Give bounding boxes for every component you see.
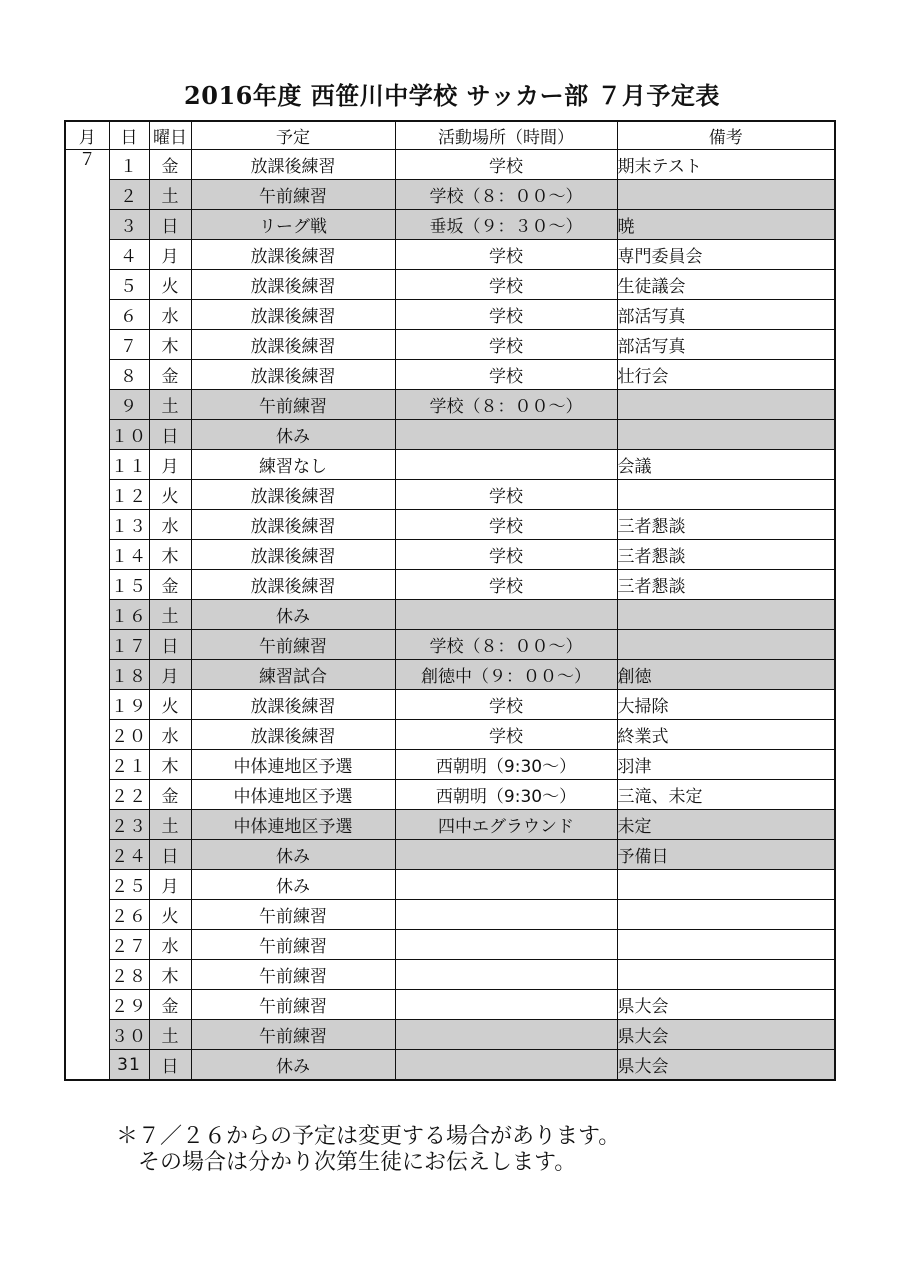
table-row <box>65 750 835 780</box>
weekday-cell: 火 <box>149 270 191 300</box>
day-cell: ７ <box>109 330 149 360</box>
note-cell: 部活写真 <box>617 330 835 360</box>
note-cell: 県大会 <box>617 1050 835 1081</box>
day-cell: ２５ <box>109 870 149 900</box>
place-cell <box>395 990 617 1020</box>
weekday-cell: 土 <box>149 810 191 840</box>
weekday-cell: 日 <box>149 420 191 450</box>
schedule-table <box>64 120 836 1081</box>
table-row <box>65 540 835 570</box>
place-cell <box>395 870 617 900</box>
plan-cell: 午前練習 <box>191 390 395 420</box>
footnote <box>116 1124 620 1176</box>
table-row <box>65 450 835 480</box>
table-row <box>65 810 835 840</box>
day-cell: ２７ <box>109 930 149 960</box>
weekday-cell: 日 <box>149 840 191 870</box>
table-row <box>65 600 835 630</box>
plan-cell: 放課後練習 <box>191 480 395 510</box>
day-cell: ２９ <box>109 990 149 1020</box>
table-row <box>65 660 835 690</box>
footnote-line-1: ＊７／２６からの予定は変更する場合があります。 <box>116 1124 621 1149</box>
table-row <box>65 780 835 810</box>
table-row <box>65 840 835 870</box>
plan-cell: 中体連地区予選 <box>191 750 395 780</box>
place-cell: 学校 <box>395 690 617 720</box>
note-cell <box>617 600 835 630</box>
plan-cell: 休み <box>191 420 395 450</box>
place-cell: 学校（８：００～） <box>395 180 617 210</box>
weekday-cell: 水 <box>149 300 191 330</box>
note-cell: 予備日 <box>617 840 835 870</box>
note-cell: 会議 <box>617 450 835 480</box>
header-place: 活動場所（時間） <box>395 121 617 150</box>
plan-cell: 放課後練習 <box>191 690 395 720</box>
table-row <box>65 150 835 180</box>
header-note: 備考 <box>617 121 835 150</box>
note-cell: 部活写真 <box>617 300 835 330</box>
table-row <box>65 480 835 510</box>
table-row <box>65 210 835 240</box>
table-row <box>65 870 835 900</box>
plan-cell: 放課後練習 <box>191 720 395 750</box>
place-cell <box>395 600 617 630</box>
note-cell: 三者懇談 <box>617 570 835 600</box>
place-cell <box>395 960 617 990</box>
day-cell: １９ <box>109 690 149 720</box>
footnote-line-2: その場合は分かり次第生徒にお伝えします。 <box>138 1150 577 1175</box>
table-row <box>65 1020 835 1050</box>
day-cell: １６ <box>109 600 149 630</box>
place-cell <box>395 420 617 450</box>
weekday-cell: 日 <box>149 210 191 240</box>
day-cell: １２ <box>109 480 149 510</box>
day-cell: ２ <box>109 180 149 210</box>
weekday-cell: 水 <box>149 720 191 750</box>
day-cell: １０ <box>109 420 149 450</box>
day-cell: １３ <box>109 510 149 540</box>
place-cell <box>395 1020 617 1050</box>
schedule-body <box>65 150 835 1081</box>
weekday-cell: 水 <box>149 930 191 960</box>
plan-cell: 休み <box>191 1050 395 1081</box>
weekday-cell: 金 <box>149 990 191 1020</box>
plan-cell: リーグ戦 <box>191 210 395 240</box>
plan-cell: 午前練習 <box>191 960 395 990</box>
day-cell: ２０ <box>109 720 149 750</box>
note-cell: 三者懇談 <box>617 540 835 570</box>
table-row <box>65 300 835 330</box>
place-cell: 創徳中（９：００～） <box>395 660 617 690</box>
place-cell <box>395 1050 617 1081</box>
table-row <box>65 420 835 450</box>
note-cell: 三者懇談 <box>617 510 835 540</box>
header-row <box>65 121 835 150</box>
note-cell: 期末テスト <box>617 150 835 180</box>
day-cell: ２４ <box>109 840 149 870</box>
note-cell <box>617 480 835 510</box>
weekday-cell: 月 <box>149 660 191 690</box>
place-cell: 学校 <box>395 540 617 570</box>
plan-cell: 練習試合 <box>191 660 395 690</box>
weekday-cell: 土 <box>149 180 191 210</box>
place-cell <box>395 930 617 960</box>
weekday-cell: 土 <box>149 1020 191 1050</box>
weekday-cell: 木 <box>149 330 191 360</box>
weekday-cell: 日 <box>149 1050 191 1081</box>
day-cell: ４ <box>109 240 149 270</box>
weekday-cell: 木 <box>149 750 191 780</box>
weekday-cell: 木 <box>149 960 191 990</box>
day-cell: ２６ <box>109 900 149 930</box>
note-cell: 大掃除 <box>617 690 835 720</box>
place-cell: 学校 <box>395 510 617 540</box>
table-row <box>65 630 835 660</box>
table-row <box>65 1050 835 1081</box>
note-cell <box>617 900 835 930</box>
table-row <box>65 270 835 300</box>
plan-cell: 午前練習 <box>191 930 395 960</box>
weekday-cell: 土 <box>149 390 191 420</box>
note-cell <box>617 180 835 210</box>
table-row <box>65 990 835 1020</box>
plan-cell: 午前練習 <box>191 990 395 1020</box>
day-cell: ２３ <box>109 810 149 840</box>
header-day: 日 <box>109 121 149 150</box>
place-cell: 学校 <box>395 270 617 300</box>
note-cell: 壮行会 <box>617 360 835 390</box>
plan-cell: 放課後練習 <box>191 240 395 270</box>
day-cell: ８ <box>109 360 149 390</box>
place-cell: 学校 <box>395 150 617 180</box>
day-cell: ６ <box>109 300 149 330</box>
page-title: 2016年度 西笹川中学校 サッカー部 ７月予定表 <box>184 81 720 110</box>
place-cell: 学校（８：００～） <box>395 390 617 420</box>
header-plan: 予定 <box>191 121 395 150</box>
table-row <box>65 330 835 360</box>
weekday-cell: 水 <box>149 510 191 540</box>
weekday-cell: 火 <box>149 690 191 720</box>
note-cell: 専門委員会 <box>617 240 835 270</box>
table-row <box>65 930 835 960</box>
plan-cell: 午前練習 <box>191 900 395 930</box>
note-cell <box>617 930 835 960</box>
note-cell: 暁 <box>617 210 835 240</box>
day-cell: １ <box>109 150 149 180</box>
note-cell: 三滝、未定 <box>617 780 835 810</box>
table-row <box>65 720 835 750</box>
day-cell: 31 <box>109 1050 149 1081</box>
day-cell: １１ <box>109 450 149 480</box>
place-cell <box>395 450 617 480</box>
place-cell: 西朝明（9:30～） <box>395 750 617 780</box>
weekday-cell: 金 <box>149 360 191 390</box>
place-cell <box>395 840 617 870</box>
note-cell: 創徳 <box>617 660 835 690</box>
weekday-cell: 火 <box>149 480 191 510</box>
table-row <box>65 390 835 420</box>
note-cell <box>617 630 835 660</box>
plan-cell: 放課後練習 <box>191 570 395 600</box>
plan-cell: 中体連地区予選 <box>191 780 395 810</box>
plan-cell: 休み <box>191 870 395 900</box>
place-cell: 学校 <box>395 240 617 270</box>
place-cell: 学校 <box>395 360 617 390</box>
plan-cell: 中体連地区予選 <box>191 810 395 840</box>
table-row <box>65 900 835 930</box>
plan-cell: 休み <box>191 600 395 630</box>
note-cell: 羽津 <box>617 750 835 780</box>
weekday-cell: 金 <box>149 570 191 600</box>
table-row <box>65 180 835 210</box>
day-cell: １４ <box>109 540 149 570</box>
weekday-cell: 日 <box>149 630 191 660</box>
weekday-cell: 木 <box>149 540 191 570</box>
day-cell: ２１ <box>109 750 149 780</box>
plan-cell: 休み <box>191 840 395 870</box>
table-row <box>65 510 835 540</box>
plan-cell: 放課後練習 <box>191 330 395 360</box>
weekday-cell: 金 <box>149 780 191 810</box>
note-cell <box>617 870 835 900</box>
day-cell: ３ <box>109 210 149 240</box>
plan-cell: 放課後練習 <box>191 540 395 570</box>
table-row <box>65 240 835 270</box>
day-cell: ３０ <box>109 1020 149 1050</box>
day-cell: １５ <box>109 570 149 600</box>
place-cell <box>395 900 617 930</box>
table-row <box>65 960 835 990</box>
plan-cell: 練習なし <box>191 450 395 480</box>
plan-cell: 放課後練習 <box>191 300 395 330</box>
weekday-cell: 土 <box>149 600 191 630</box>
place-cell: 学校 <box>395 720 617 750</box>
plan-cell: 放課後練習 <box>191 360 395 390</box>
note-cell <box>617 390 835 420</box>
place-cell: 学校 <box>395 570 617 600</box>
note-cell: 未定 <box>617 810 835 840</box>
weekday-cell: 月 <box>149 450 191 480</box>
note-cell: 終業式 <box>617 720 835 750</box>
weekday-cell: 月 <box>149 870 191 900</box>
place-cell: 学校（８：００～） <box>395 630 617 660</box>
month-cell: ７ <box>65 150 109 1081</box>
plan-cell: 放課後練習 <box>191 270 395 300</box>
table-row <box>65 360 835 390</box>
header-month: 月 <box>65 121 109 150</box>
weekday-cell: 月 <box>149 240 191 270</box>
note-cell: 県大会 <box>617 990 835 1020</box>
day-cell: ５ <box>109 270 149 300</box>
place-cell: 学校 <box>395 330 617 360</box>
place-cell: 垂坂（９：３０～） <box>395 210 617 240</box>
place-cell: 四中エグラウンド <box>395 810 617 840</box>
header-weekday: 曜日 <box>149 121 191 150</box>
day-cell: １８ <box>109 660 149 690</box>
plan-cell: 放課後練習 <box>191 150 395 180</box>
plan-cell: 午前練習 <box>191 630 395 660</box>
note-cell: 県大会 <box>617 1020 835 1050</box>
note-cell: 生徒議会 <box>617 270 835 300</box>
day-cell: １７ <box>109 630 149 660</box>
table-row <box>65 690 835 720</box>
note-cell <box>617 420 835 450</box>
table-row <box>65 570 835 600</box>
place-cell: 学校 <box>395 300 617 330</box>
day-cell: ２８ <box>109 960 149 990</box>
day-cell: ２２ <box>109 780 149 810</box>
day-cell: ９ <box>109 390 149 420</box>
plan-cell: 午前練習 <box>191 1020 395 1050</box>
place-cell: 学校 <box>395 480 617 510</box>
place-cell: 西朝明（9:30～） <box>395 780 617 810</box>
weekday-cell: 火 <box>149 900 191 930</box>
weekday-cell: 金 <box>149 150 191 180</box>
plan-cell: 放課後練習 <box>191 510 395 540</box>
note-cell <box>617 960 835 990</box>
plan-cell: 午前練習 <box>191 180 395 210</box>
